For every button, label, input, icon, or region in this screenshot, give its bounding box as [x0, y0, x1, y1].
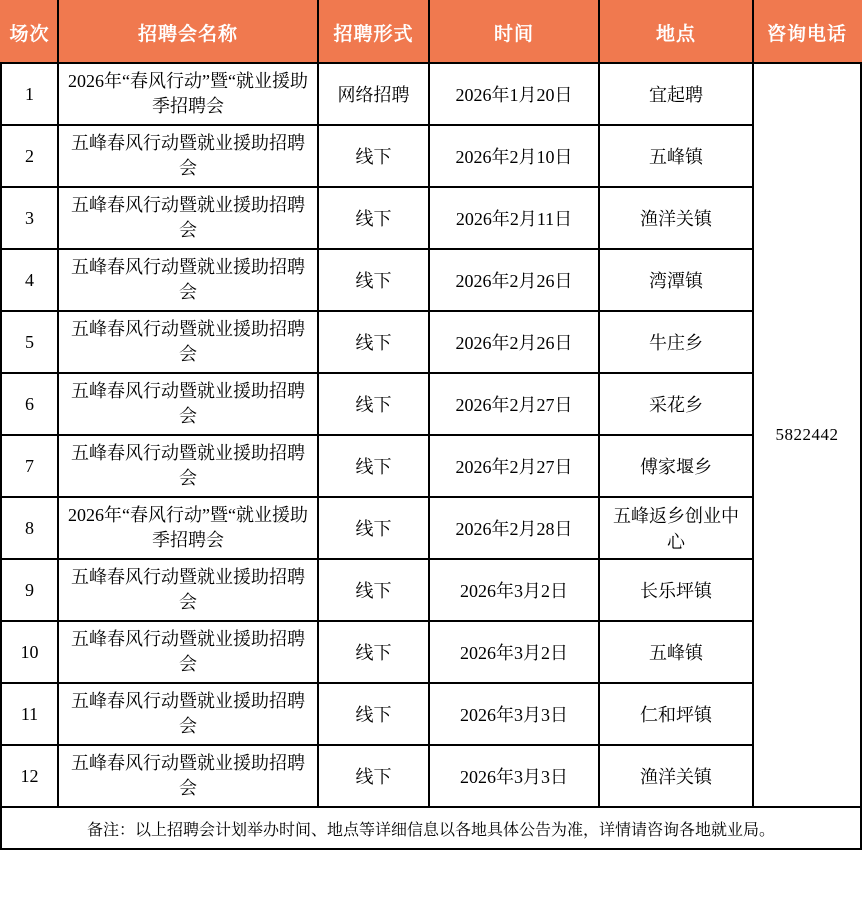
date-cell: 2026年2月26日 — [429, 311, 599, 373]
table-row — [1, 63, 861, 125]
location-cell: 傅家堰乡 — [599, 435, 753, 497]
header-cell-time: 时间 — [429, 1, 599, 63]
fair-name-cell: 五峰春风行动暨就业援助招聘会 — [58, 373, 318, 435]
session-number-cell: 4 — [1, 249, 58, 311]
session-number-cell: 11 — [1, 683, 58, 745]
date-cell: 2026年3月2日 — [429, 621, 599, 683]
session-number-cell: 10 — [1, 621, 58, 683]
table-row — [1, 621, 861, 683]
table-row — [1, 125, 861, 187]
location-cell: 采花乡 — [599, 373, 753, 435]
format-cell: 线下 — [318, 249, 429, 311]
session-number-cell: 6 — [1, 373, 58, 435]
fair-name-cell: 五峰春风行动暨就业援助招聘会 — [58, 435, 318, 497]
location-cell: 长乐坪镇 — [599, 559, 753, 621]
location-cell: 仁和坪镇 — [599, 683, 753, 745]
date-cell: 2026年2月27日 — [429, 373, 599, 435]
date-cell: 2026年2月26日 — [429, 249, 599, 311]
format-cell: 线下 — [318, 683, 429, 745]
date-cell: 2026年1月20日 — [429, 63, 599, 125]
session-number-cell: 12 — [1, 745, 58, 807]
date-cell: 2026年3月2日 — [429, 559, 599, 621]
fair-name-cell: 五峰春风行动暨就业援助招聘会 — [58, 125, 318, 187]
header-cell-phone: 咨询电话 — [753, 1, 861, 63]
location-cell: 宜起聘 — [599, 63, 753, 125]
header-cell-session: 场次 — [1, 1, 58, 63]
fair-name-cell: 五峰春风行动暨就业援助招聘会 — [58, 249, 318, 311]
session-number-cell: 7 — [1, 435, 58, 497]
date-cell: 2026年2月28日 — [429, 497, 599, 559]
fair-name-cell: 五峰春风行动暨就业援助招聘会 — [58, 187, 318, 249]
table-row — [1, 187, 861, 249]
location-cell: 五峰返乡创业中心 — [599, 497, 753, 559]
date-cell: 2026年3月3日 — [429, 745, 599, 807]
footer-note-row — [1, 807, 861, 849]
date-cell: 2026年2月11日 — [429, 187, 599, 249]
table-row — [1, 497, 861, 559]
location-cell: 五峰镇 — [599, 621, 753, 683]
format-cell: 线下 — [318, 621, 429, 683]
location-cell: 渔洋关镇 — [599, 745, 753, 807]
date-cell: 2026年3月3日 — [429, 683, 599, 745]
format-cell: 线下 — [318, 497, 429, 559]
session-number-cell: 1 — [1, 63, 58, 125]
fair-name-cell: 2026年“春风行动”暨“就业援助季招聘会 — [58, 497, 318, 559]
fair-name-cell: 五峰春风行动暨就业援助招聘会 — [58, 311, 318, 373]
session-number-cell: 9 — [1, 559, 58, 621]
fair-name-cell: 2026年“春风行动”暨“就业援助季招聘会 — [58, 63, 318, 125]
session-number-cell: 2 — [1, 125, 58, 187]
table-row — [1, 373, 861, 435]
format-cell: 线下 — [318, 125, 429, 187]
header-cell-location: 地点 — [599, 1, 753, 63]
fair-name-cell: 五峰春风行动暨就业援助招聘会 — [58, 745, 318, 807]
format-cell: 线下 — [318, 373, 429, 435]
location-cell: 五峰镇 — [599, 125, 753, 187]
session-number-cell: 3 — [1, 187, 58, 249]
fair-name-cell: 五峰春风行动暨就业援助招聘会 — [58, 621, 318, 683]
format-cell: 线下 — [318, 559, 429, 621]
fair-name-cell: 五峰春风行动暨就业援助招聘会 — [58, 559, 318, 621]
location-cell: 渔洋关镇 — [599, 187, 753, 249]
fair-name-cell: 五峰春风行动暨就业援助招聘会 — [58, 683, 318, 745]
table-header-row — [1, 1, 861, 63]
session-number-cell: 5 — [1, 311, 58, 373]
header-cell-format: 招聘形式 — [318, 1, 429, 63]
phone-number-cell: 5822442 — [753, 63, 861, 807]
table-row — [1, 745, 861, 807]
table-row — [1, 249, 861, 311]
format-cell: 线下 — [318, 745, 429, 807]
location-cell: 牛庄乡 — [599, 311, 753, 373]
date-cell: 2026年2月27日 — [429, 435, 599, 497]
note-cell: 备注：以上招聘会计划举办时间、地点等详细信息以各地具体公告为准，详情请咨询各地就业局。 — [1, 807, 861, 849]
table-row — [1, 559, 861, 621]
date-cell: 2026年2月10日 — [429, 125, 599, 187]
table-row — [1, 311, 861, 373]
header-cell-fair-name: 招聘会名称 — [58, 1, 318, 63]
location-cell: 湾潭镇 — [599, 249, 753, 311]
format-cell: 网络招聘 — [318, 63, 429, 125]
format-cell: 线下 — [318, 187, 429, 249]
format-cell: 线下 — [318, 435, 429, 497]
table-row — [1, 683, 861, 745]
session-number-cell: 8 — [1, 497, 58, 559]
table-row — [1, 435, 861, 497]
format-cell: 线下 — [318, 311, 429, 373]
